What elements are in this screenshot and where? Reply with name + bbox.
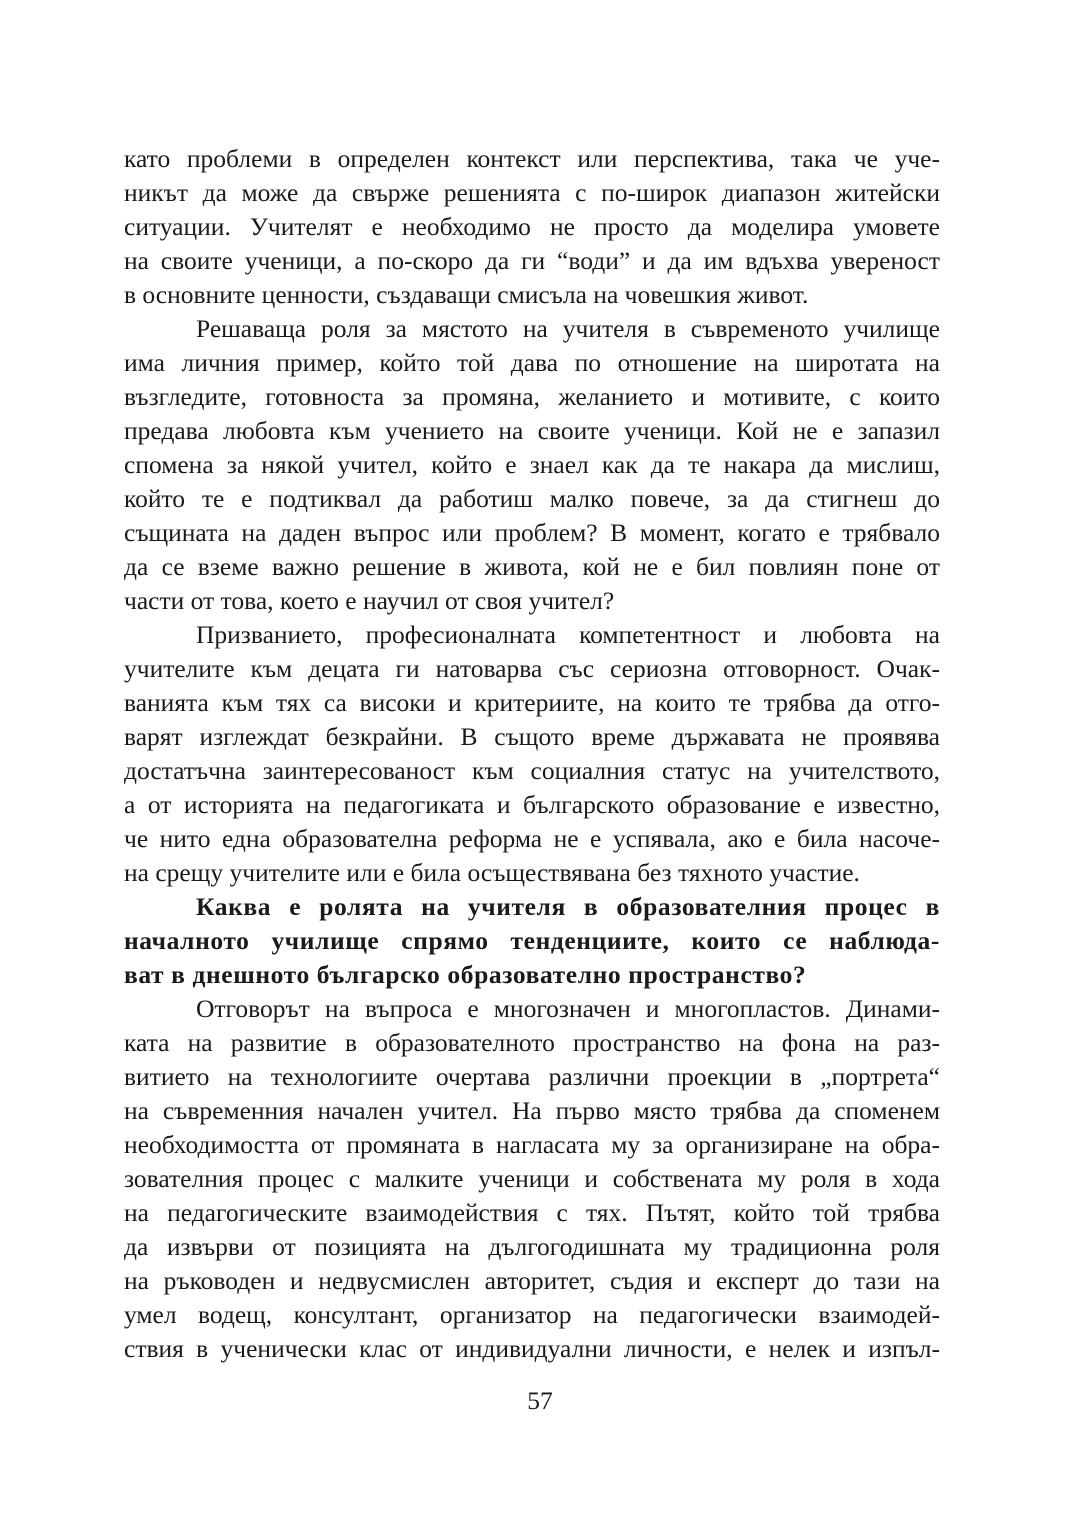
text-line: учителите към децата ги натоварва със сериозна отговорност. Очак-	[124, 654, 940, 683]
text-line: в основните ценности, създаващи смисъла на човешкия живот.	[124, 280, 809, 309]
text-line: Призванието, професионалната компетентност и любовта на	[196, 620, 940, 649]
text-line: че нито една образователна реформа не е успявала, ако е била насоче-	[124, 824, 940, 853]
text-line: никът да може да свърже решенията с по-широк диапазон житейски	[124, 178, 940, 207]
text-line: на срещу учителите или е била осъществявана без тяхното участие.	[124, 858, 860, 887]
text-line: същината на даден въпрос или проблем? В момент, когато е трябвало	[124, 518, 940, 547]
text-line: варят изглеждат безкрайни. В същото време държавата не проявява	[124, 722, 940, 751]
text-line: да извърви от позицията на дългогодишната му традиционна роля	[124, 1232, 940, 1261]
text-line: ката на развитие в образователното пространство на фона на раз-	[124, 1028, 940, 1057]
text-line: на съвременния начален учител. На първо място трябва да споменем	[124, 1096, 940, 1125]
text-line: на ръководен и недвусмислен авторитет, съдия и експерт до тази на	[124, 1266, 940, 1295]
text-line: има личния пример, който той дава по отношение на широтата на	[124, 348, 940, 377]
page-number: 57	[527, 1386, 553, 1415]
text-line: спомена за някой учител, който е знаел как да те накара да мислиш,	[124, 450, 940, 479]
section-question-line: началното училище спрямо тенденциите, които се наблюда-	[124, 926, 940, 955]
text-line: да се вземе важно решение в живота, кой не е бил повлиян поне от	[124, 552, 940, 581]
text-line: достатъчна заинтересованост към социалния статус на учителството,	[124, 756, 940, 785]
text-line: на педагогическите взаимодействия с тях. Пътят, който той трябва	[124, 1198, 940, 1227]
text-line: ствия в ученически клас от индивидуални личности, е нелек и изпъл-	[124, 1334, 940, 1363]
page-body	[124, 142, 940, 1366]
text-line: като проблеми в определен контекст или перспектива, така че уче-	[124, 144, 940, 173]
section-question-line: ват в днешното българско образователно пространство?	[124, 960, 807, 989]
section-question-line: Каква е ролята на учителя в образователния процес в	[196, 892, 940, 921]
text-line: необходимостта от промяната в нагласата му за организиране на обра-	[124, 1130, 940, 1159]
text-line: който те е подтиквал да работиш малко повече, за да стигнеш до	[124, 484, 940, 513]
text-line: Решаваща роля за мястото на учителя в съвременото училище	[196, 314, 940, 343]
text-line: ситуации. Учителят е необходимо не просто да моделира умовете	[124, 212, 940, 241]
text-line: възгледите, готовноста за промяна, желанието и мотивите, с които	[124, 382, 940, 411]
text-line: на своите ученици, а по-скоро да ги “води” и да им вдъхва увереност	[124, 246, 940, 275]
text-line: ванията към тях са високи и критериите, на които те трябва да отго-	[124, 688, 940, 717]
text-line: витието на технологиите очертава различни проекции в „портрета“	[124, 1062, 940, 1091]
text-line: Отговорът на въпроса е многозначен и многопластов. Динами-	[196, 994, 940, 1023]
text-line: умел водещ, консултант, организатор на педагогически взаимодей-	[124, 1300, 940, 1329]
text-line: предава любовта към учението на своите ученици. Кой не е запазил	[124, 416, 940, 445]
text-line: а от историята на педагогиката и българското образование е известно,	[124, 790, 940, 819]
text-line: зователния процес с малките ученици и собствената му роля в хода	[124, 1164, 940, 1193]
text-line: части от това, което е научил от своя учител?	[124, 586, 615, 615]
